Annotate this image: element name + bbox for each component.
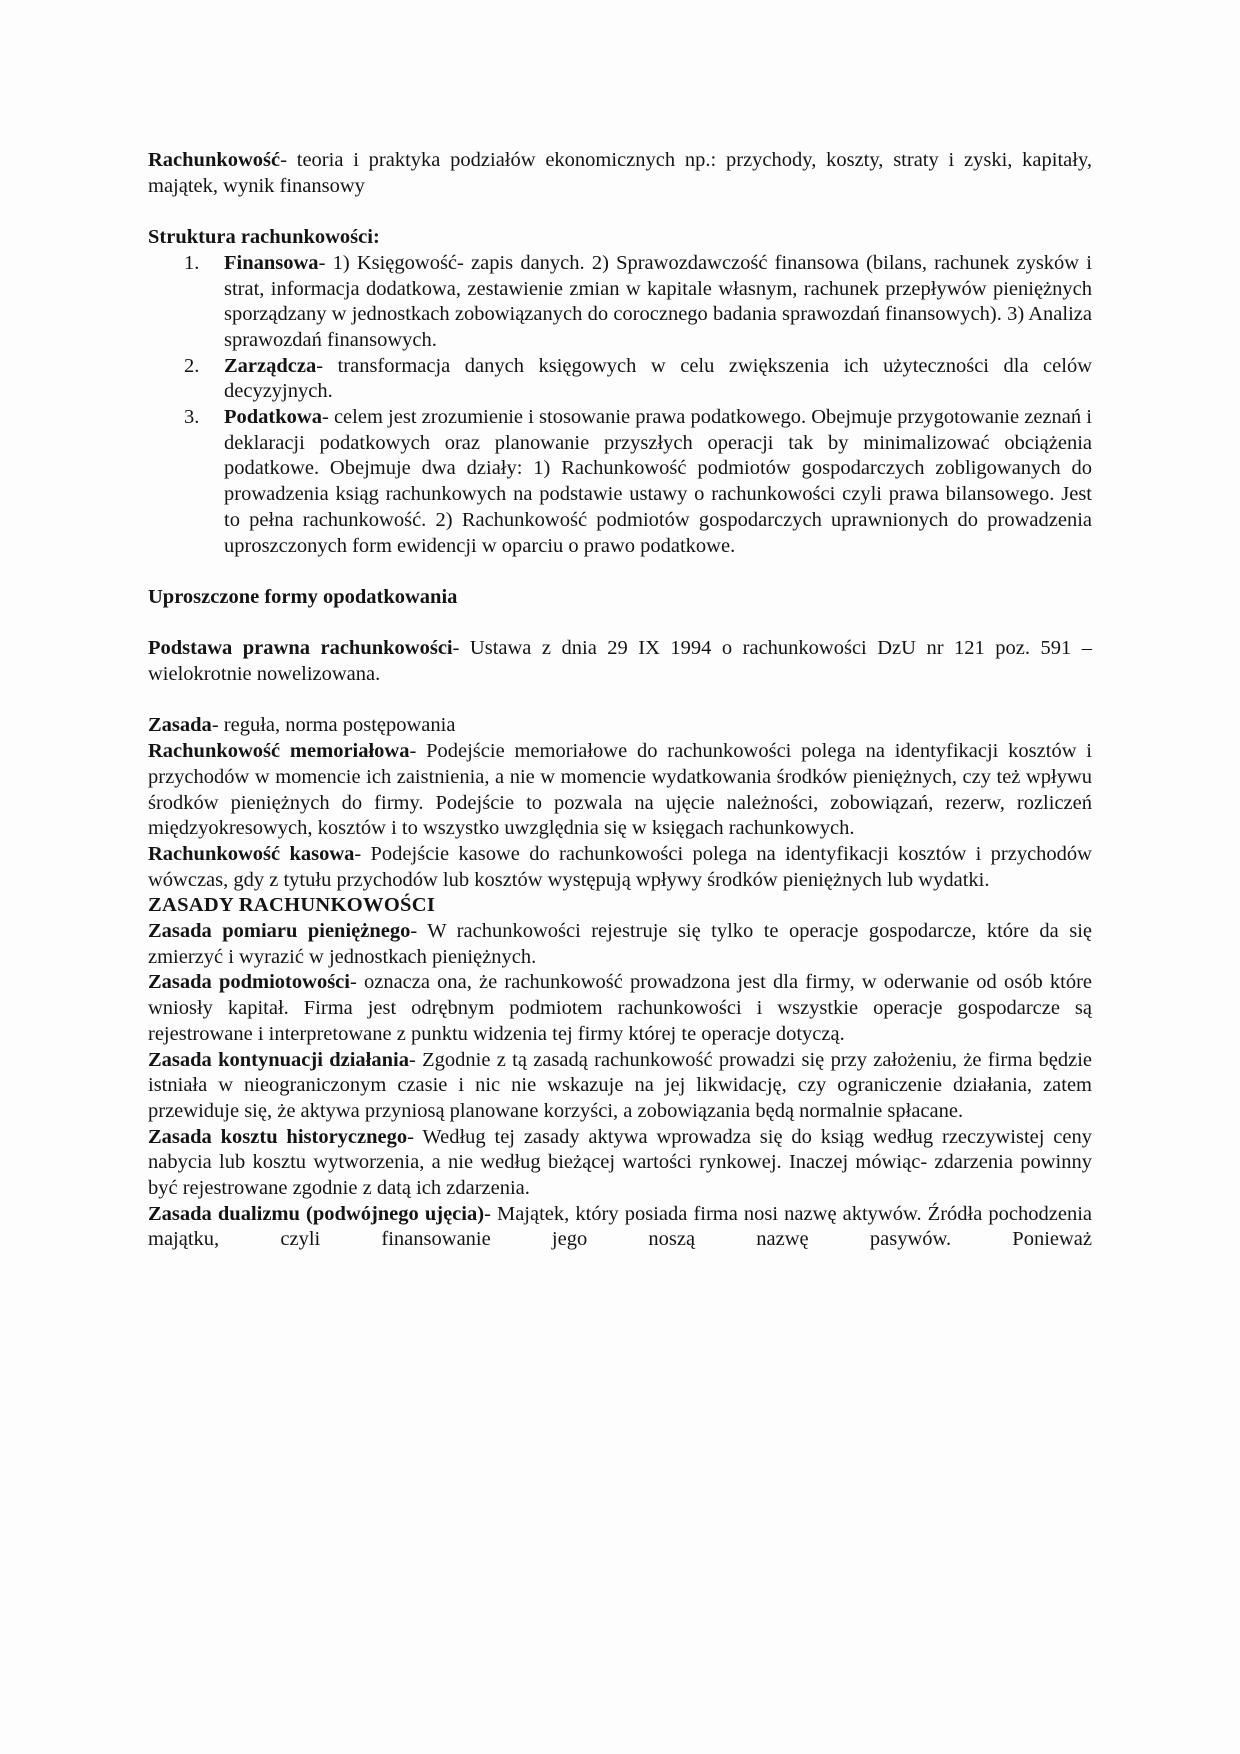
structure-item-finansowa	[148, 251, 1092, 354]
intro-term: Rachunkowość	[148, 149, 281, 171]
principle-pomiar-pieniezny	[148, 919, 1092, 970]
structure-item-term: Finansowa	[224, 251, 319, 274]
spacer	[148, 559, 1092, 585]
structure-item-podatkowa	[148, 405, 1092, 559]
principle-term: Zasada kosztu historycznego	[148, 1125, 408, 1148]
principle-text: - Według tej zasady aktywa wprowadza się do ksiąg według rzeczywistej ceny nabycia lub kosztu wytworzenia, a nie według bieżącej wartości rynkowej. Inaczej mówiąc- zdarzenia powinny być rejestrowane zgodnie z datą ich zdarzenia.	[148, 1125, 1092, 1200]
structure-item-term: Zarządcza	[224, 354, 317, 377]
definition-text: - reguła, norma postępowania	[211, 714, 456, 737]
principle-term: Zasada kontynuacji działania	[148, 1048, 409, 1071]
structure-list	[148, 251, 1092, 559]
intro-text: - teoria i praktyka podziałów ekonomicznych np.: przychody, koszty, straty i zyski, kapitały, majątek, wynik finansowy	[148, 149, 1092, 197]
principle-koszt-historyczny	[148, 1125, 1092, 1202]
structure-item-term: Podatkowa	[224, 406, 322, 429]
principle-text: - Zgodnie z tą zasadą rachunkowość prowadzi się przy założeniu, że firma będzie istniała w nieograniczonym czasie i nic nie wskazuje na jej likwidację, czy ograniczenie działania, zatem przewiduje się, że aktywa przyniosą planowane korzyści, a zobowiązania będą normalnie spłacane.	[148, 1048, 1092, 1122]
principles-heading: ZASADY RACHUNKOWOŚCI	[148, 894, 436, 917]
simplified-forms-heading: Uproszczone formy opodatkowania	[148, 585, 458, 608]
principle-podmiotowosc	[148, 970, 1092, 1047]
definition-kasowa	[148, 842, 1092, 893]
legal-basis-term: Podstawa prawna rachunkowości	[148, 637, 453, 660]
intro-paragraph	[148, 148, 1092, 199]
spacer	[148, 611, 1092, 637]
principle-kontynuacja	[148, 1048, 1092, 1125]
principle-term: Zasada pomiaru pieniężnego	[148, 920, 411, 943]
definition-memorialowa	[148, 739, 1092, 842]
definition-term: Rachunkowość kasowa	[148, 842, 355, 865]
structure-item-text: - 1) Księgowość- zapis danych. 2) Sprawozdawczość finansowa (bilans, rachunek zysków i strat, informacja dodatkowa, zestawienie zmian w kapitale własnym, rachunek przepływów pieniężnych sporządzany w jednostkach zobowiązanych do corocznego badania sprawozdań finansowych). 3) Analiza sprawozdań finansowych.	[224, 251, 1092, 351]
structure-item-zarzadcza	[148, 354, 1092, 405]
definition-text: - Podejście kasowe do rachunkowości polega na identyfikacji kosztów i przychodów wówczas, gdy z tytułu przychodów lub kosztów występują wpływy środków pieniężnych lub wydatki.	[148, 842, 1092, 891]
definition-zasada	[148, 713, 1092, 739]
structure-heading: Struktura rachunkowości:	[148, 226, 380, 249]
legal-basis-paragraph	[148, 636, 1092, 687]
principle-dualizm	[148, 1202, 1092, 1253]
structure-item-text: - transformacja danych księgowych w celu zwiększenia ich użyteczności dla celów decyzyjnych.	[224, 354, 1092, 403]
principle-text: - W rachunkowości rejestruje się tylko te operacje gospodarcze, które da się zmierzyć i wyrazić w jednostkach pieniężnych.	[148, 920, 1092, 968]
principle-text: - Majątek, który posiada firma nosi nazwę aktywów. Źródła pochodzenia majątku, czyli finansowanie jego noszą nazwę pasywów. Ponieważ	[148, 1202, 1092, 1251]
principle-term: Zasada podmiotowości	[148, 971, 350, 994]
legal-basis-text: - Ustawa z dnia 29 IX 1994 o rachunkowości DzU nr 121 poz. 591 – wielokrotnie nowelizowana.	[148, 637, 1092, 686]
spacer	[148, 199, 1092, 225]
list-number: 3.	[184, 406, 200, 429]
structure-item-text: - celem jest zrozumienie i stosowanie prawa podatkowego. Obejmuje przygotowanie zeznań i deklaracji podatkowych oraz planowanie przyszłych operacji tak by minimalizować obciążenia podatkowe. Obejmuje dwa działy: 1) Rachunkowość podmiotów gospodarczych zobligowanych do prowadzenia ksiąg rachunkowych na podstawie ustawy o rachunkowości czyli prawa bilansowego. Jest to pełna rachunkowość. 2) Rachunkowość podmiotów gospodarczych uprawnionych do prowadzenia uproszczonych form ewidencji w oparciu o prawo podatkowe.	[224, 406, 1092, 557]
principle-text: - oznacza ona, że rachunkowość prowadzona jest dla firmy, w oderwanie od osób które wniosły kapitał. Firma jest odrębnym podmiotem rachunkowości i wszystkie operacje gospodarcze są rejestrowane i interpretowane z punktu widzenia tej firmy której te operacje dotyczą.	[148, 971, 1093, 1045]
definition-term: Rachunkowość memoriałowa	[148, 740, 410, 763]
list-number: 2.	[184, 354, 200, 377]
principle-term: Zasada dualizmu (podwójnego ujęcia)	[148, 1202, 485, 1225]
spacer	[148, 688, 1092, 714]
list-number: 1.	[184, 251, 200, 274]
definition-text: - Podejście memoriałowe do rachunkowości polega na identyfikacji kosztów i przychodów w momencie ich zaistnienia, a nie w momencie wydatkowania środków pieniężnych, czy też wpływu środków pieniężnych do firmy. Podejście to pozwala na ujęcie należności, zobowiązań, rezerw, rozliczeń międzyokresowych, kosztów i to wszystko uwzględnia się w księgach rachunkowych.	[148, 740, 1092, 840]
document-page	[148, 148, 1092, 1253]
definition-term: Zasada	[148, 714, 212, 737]
